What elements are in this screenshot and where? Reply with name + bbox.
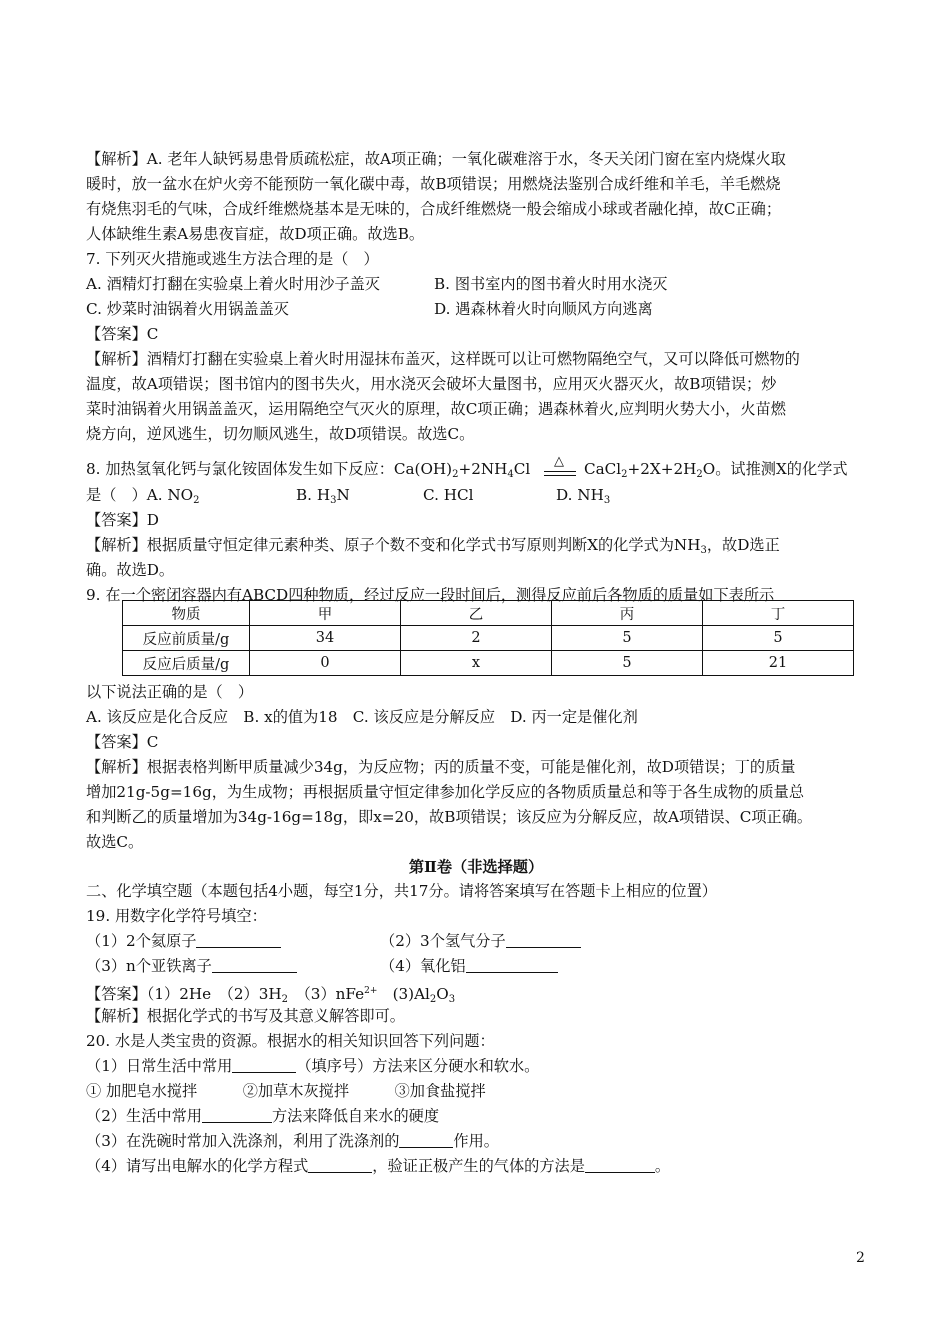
table-header-cell: 丁 (703, 601, 854, 626)
answer-blank[interactable] (466, 958, 558, 973)
question-7: 7. 下列灭火措施或逃生方法合理的是（ ） (86, 250, 379, 268)
table-row (123, 651, 854, 676)
q9-prompt: 以下说法正确的是（ ） (86, 683, 254, 701)
table-header-cell: 乙 (401, 601, 552, 626)
table-cell: 5 (552, 626, 703, 651)
heat-symbol: △ (554, 454, 564, 469)
q9-analysis-line: 和判断乙的质量增加为34g-16g=18g，即x=20，故B项错误；该反应为分解反应，故A项错误、C项正确。 (86, 808, 813, 826)
answer-blank[interactable] (196, 933, 281, 948)
q20-item-3: （3）在洗碗时常加入洗涤剂，利用了洗涤剂的 作用。 (86, 1132, 499, 1150)
table-cell: 34 (250, 626, 401, 651)
q8-options: 是（ ）A. $NO_2$ (86, 486, 200, 506)
q20-item-2: （2）生活中常用 方法来降低自来水的硬度 (86, 1107, 440, 1125)
part-heading: 二、化学填空题（本题包括4小题，每空1分，共17分。请将答案填写在答题卡上相应的位置） (86, 882, 717, 900)
table-header-row (123, 601, 854, 626)
table-cell: 5 (703, 626, 854, 651)
table-cell: 5 (552, 651, 703, 676)
question-9: 9. 在一个密闭容器内有ABCD四种物质，经过反应一段时间后，测得反应前后各物质的质量如下表所示 (86, 586, 775, 604)
q8-analysis-line: 确。故选D。 (86, 561, 175, 579)
q19-analysis: 【解析】根据化学式的书写及其意义解答即可。 (86, 1007, 405, 1025)
q8-option-c: C. HCl (423, 486, 474, 504)
q7-answer: 【答案】C (86, 325, 159, 343)
question-8: 8. 加热氢氧化钙与氯化铵固体发生如下反应：$Ca(OH)_2+2NH_4Cl$ (86, 460, 531, 480)
q9-analysis-line: 故选C。 (86, 833, 144, 851)
answer-blank[interactable] (308, 1158, 372, 1173)
q7-option-d: D. 遇森林着火时向顺风方向逃离 (434, 300, 653, 318)
q8-option-d: D. $NH_3$ (556, 486, 611, 506)
answer-blank[interactable] (202, 1108, 272, 1123)
table-header-cell: 甲 (250, 601, 401, 626)
q9-analysis-line: 增加21g-5g=16g，为生成物；再根据质量守恒定律参加化学反应的各物质质量总和等于各生成物的质量总 (86, 783, 805, 801)
q7-analysis-line: 菜时油锅着火用锅盖盖灭，运用隔绝空气灭火的原理，故C项正确；遇森林着火,应判明火势大小，火苗燃 (86, 400, 786, 418)
q19-item-2: （2）3个氢气分子 (380, 930, 581, 952)
question-8-products: $CaCl_2+2X+2H_2O$。试推测X的化学式 (584, 460, 848, 480)
q8-option-b: B. $H_3N$ (296, 486, 350, 506)
q20-item-4: （4）请写出电解水的化学方程式 ，验证正极产生的气体的方法是 。 (86, 1157, 671, 1175)
answer-blank[interactable] (212, 958, 297, 973)
question-20: 20. 水是人类宝贵的资源。根据水的相关知识回答下列问题： (86, 1032, 495, 1050)
table-header-cell: 物质 (123, 601, 250, 626)
answer-blank[interactable] (232, 1058, 296, 1073)
table-cell: 0 (250, 651, 401, 676)
analysis-line: 有烧焦羽毛的气味，合成纤维燃烧基本是无味的，合成纤维燃烧一般会缩成小球或者融化掉，故C正确； (86, 200, 782, 218)
table-cell: 2 (401, 626, 552, 651)
table-cell: 21 (703, 651, 854, 676)
answer-blank[interactable] (399, 1133, 453, 1148)
equation-bar (544, 471, 576, 472)
equation-bar (544, 475, 576, 476)
table-row (123, 626, 854, 651)
question-19: 19. 用数字化学符号填空： (86, 907, 267, 925)
table-cell: x (401, 651, 552, 676)
analysis-line: 暖时，放一盆水在炉火旁不能预防一氧化碳中毒，故B项错误；用燃烧法鉴别合成纤维和羊毛，羊毛燃烧 (86, 175, 781, 193)
q7-option-b: B. 图书室内的图书着火时用水浇灭 (434, 275, 668, 293)
q19-item-4: （4）氧化铝 (380, 955, 558, 977)
q7-analysis-line: 【解析】酒精灯打翻在实验桌上着火时用湿抹布盖灭，这样既可以让可燃物隔绝空气，又可以降低可燃物的 (86, 350, 800, 368)
q19-item-1: （1）2个氦原子 (86, 930, 281, 952)
q7-analysis-line: 温度，故A项错误；图书馆内的图书失火，用水浇灭会破坏大量图书，应用灭火器灭火，故B项错误；炒 (86, 375, 777, 393)
page-number: 2 (856, 1250, 865, 1266)
q20-item-1: （1）日常生活中常用 （填序号）方法来区分硬水和软水。 (86, 1057, 540, 1075)
q20-options: ① 加肥皂水搅拌 ②加草木灰搅拌 ③加食盐搅拌 (86, 1082, 486, 1100)
q7-option-a: A. 酒精灯打翻在实验桌上着火时用沙子盖灭 (86, 275, 380, 293)
q8-analysis-line: 【解析】根据质量守恒定律元素种类、原子个数不变和化学式书写原则判断X的化学式为$NH_3$，故D选正 (86, 536, 780, 556)
q9-options: A. 该反应是化合反应 B. x的值为18 C. 该反应是分解反应 D. 丙一定是催化剂 (86, 708, 638, 726)
section-title: 第Ⅱ卷（非选择题） (408, 858, 544, 876)
mass-table (122, 600, 854, 676)
answer-blank[interactable] (506, 933, 581, 948)
analysis-line: 人体缺维生素A易患夜盲症，故D项正确。故选B。 (86, 225, 425, 243)
q9-analysis-line: 【解析】根据表格判断甲质量减少34g，为反应物；丙的质量不变，可能是催化剂，故D项错误；丁的质量 (86, 758, 796, 776)
table-cell: 反应前质量/g (123, 626, 250, 651)
q7-option-c: C. 炒菜时油锅着火用锅盖盖灭 (86, 300, 289, 318)
q19-item-3: （3）n个亚铁离子 (86, 955, 297, 977)
q8-answer: 【答案】D (86, 511, 159, 529)
table-header-cell: 丙 (552, 601, 703, 626)
table-cell: 反应后质量/g (123, 651, 250, 676)
answer-blank[interactable] (585, 1158, 655, 1173)
q9-answer: 【答案】C (86, 733, 159, 751)
analysis-line: 【解析】A. 老年人缺钙易患骨质疏松症，故A项正确；一氧化碳难溶于水，冬天关闭门窗在室内烧煤火取 (86, 150, 786, 168)
q7-analysis-line: 烧方向，逆风逃生，切勿顺风逃生，故D项错误。故选C。 (86, 425, 475, 443)
q19-answer: 【答案】（1）2He $(2)3H_2$ （3）nFe$^{2+}$ $(3)Al_2O_3$ (86, 985, 456, 1005)
